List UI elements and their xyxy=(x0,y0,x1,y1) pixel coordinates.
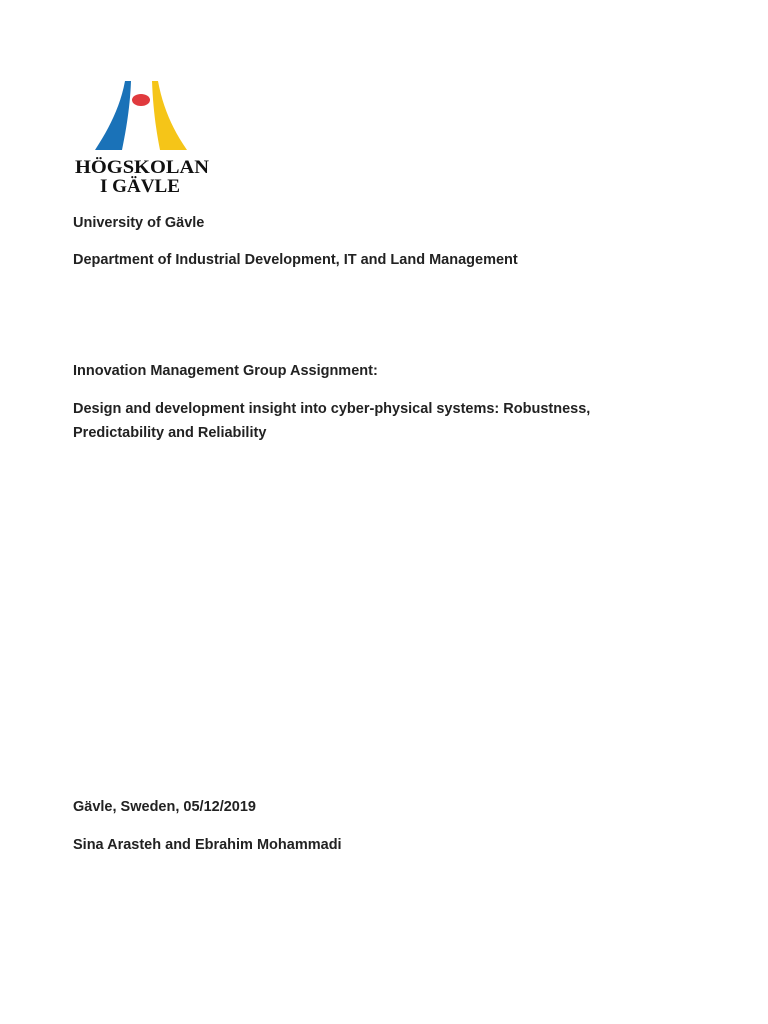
place-and-date: Gävle, Sweden, 05/12/2019 xyxy=(73,799,256,815)
authors: Sina Arasteh and Ebrahim Mohammadi xyxy=(73,837,342,853)
logo-yellow-shape xyxy=(152,81,187,150)
university-logo xyxy=(72,78,212,196)
logo-emblem xyxy=(72,78,212,196)
logo-line1: HÖGSKOLAN xyxy=(75,157,210,178)
logo-red-dot xyxy=(132,94,150,106)
department-name: Department of Industrial Development, IT and Land Management xyxy=(73,252,518,268)
course-heading: Innovation Management Group Assignment: xyxy=(73,363,378,379)
logo-blue-shape xyxy=(95,81,131,150)
logo-line2: I GÄVLE xyxy=(100,176,180,196)
university-name: University of Gävle xyxy=(73,215,205,231)
assignment-title: Design and development insight into cyber-physical systems: Robustness, Predictability and Reliability xyxy=(73,401,591,441)
